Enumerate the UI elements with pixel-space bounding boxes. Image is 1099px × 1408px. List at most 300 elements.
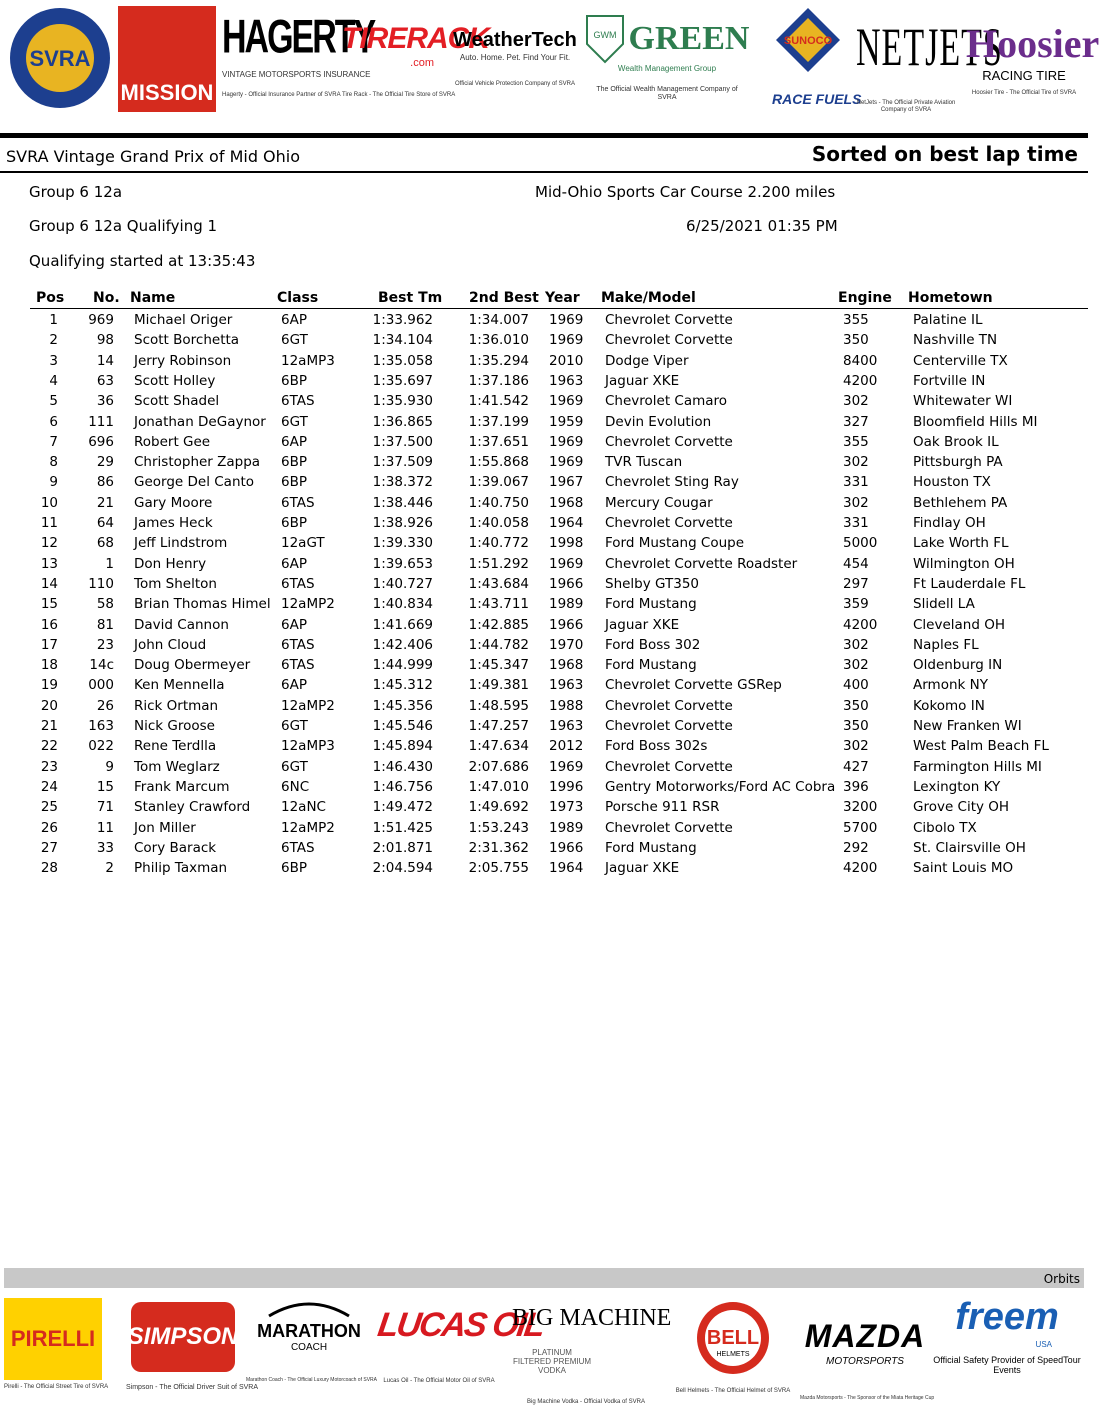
row-driver-name: Tom Shelton (134, 575, 217, 592)
row-second-best: 1:39.067 (468, 474, 529, 491)
row-hometown: Ft Lauderdale FL (913, 575, 1026, 592)
big-machine-vodka-logo: BIG MACHINE PLATINUM FILTERED PREMIUM VODKA Big Machine Vodka - Official Vodka of SVRA (512, 1305, 672, 1405)
row-pos: 19 (40, 677, 58, 694)
row-best-time: 1:45.894 (372, 738, 433, 755)
svg-text:GWM: GWM (593, 30, 617, 40)
row-pos: 9 (49, 474, 58, 491)
row-class: 6AP (281, 616, 307, 633)
col-pos-header: Pos (36, 290, 65, 306)
row-engine: 331 (843, 515, 869, 531)
event-title: SVRA Vintage Grand Prix of Mid Ohio (6, 147, 301, 166)
row-pos: 26 (40, 819, 58, 836)
table-row (0, 698, 1088, 718)
row-pos: 18 (40, 657, 58, 674)
row-driver-name: Don Henry (134, 555, 207, 572)
weathertech-logo: WeatherTech Auto. Home. Pet. Find Your Fit. Official Vehicle Protection Company of SVRA (453, 29, 577, 87)
row-pos: 22 (40, 738, 58, 755)
row-car-number: 969 (88, 312, 114, 328)
row-car-number: 15 (96, 778, 114, 795)
row-class: 6BP (281, 454, 307, 471)
row-make-model: Devin Evolution (605, 413, 712, 430)
mazda-motorsports-logo: MAZDA MOTORSPORTS Mazda Motorsports - The Sponsor of the Miata Heritage Cup (800, 1318, 935, 1401)
row-best-time: 1:38.372 (372, 474, 433, 491)
row-pos: 10 (40, 494, 58, 511)
row-driver-name: Jerry Robinson (134, 352, 232, 369)
row-hometown: St. Clairsville OH (913, 839, 1026, 856)
row-best-time: 1:46.430 (372, 758, 433, 775)
row-class: 6BP (281, 474, 307, 491)
row-class: 12aNC (281, 799, 326, 816)
row-best-time: 1:39.330 (372, 535, 433, 552)
sort-label: Sorted on best lap time (811, 142, 1078, 166)
row-engine: 8400 (843, 352, 878, 369)
row-class: 6AP (281, 433, 307, 450)
table-row (0, 515, 1088, 535)
row-second-best: 1:37.199 (468, 413, 529, 430)
row-car-number: 26 (96, 697, 114, 714)
tirerack-logo: TIRERACK .com Tire Rack - The Official Tire Store of SVRA (342, 22, 489, 99)
row-hometown: Centerville TX (913, 352, 1008, 369)
row-driver-name: Robert Gee (134, 433, 211, 450)
row-best-time: 1:40.834 (372, 596, 433, 613)
hoosier-logo: Hoosier RACING TIRE Hoosier Tire - The Official Tire of SVRA (966, 21, 1099, 96)
row-second-best: 1:44.782 (468, 636, 529, 653)
row-year: 1967 (549, 474, 584, 491)
row-class: 6GT (281, 718, 308, 734)
row-make-model: Jaguar XKE (605, 616, 680, 633)
row-engine: 5000 (843, 535, 878, 552)
row-engine: 427 (843, 758, 869, 775)
row-engine: 302 (843, 636, 869, 653)
table-row (0, 414, 1088, 434)
row-best-time: 1:35.058 (372, 352, 433, 369)
row-year: 1996 (549, 778, 584, 795)
row-year: 1964 (549, 860, 584, 877)
table-row (0, 535, 1088, 555)
row-car-number: 36 (96, 393, 114, 410)
row-class: 6AP (281, 555, 307, 572)
row-driver-name: George Del Canto (134, 474, 255, 491)
row-best-time: 1:37.500 (372, 433, 433, 450)
row-driver-name: Jon Miller (134, 819, 196, 836)
row-class: 6TAS (281, 575, 315, 592)
row-make-model: Ford Mustang (605, 839, 697, 856)
row-second-best: 1:55.868 (468, 454, 529, 471)
row-driver-name: Brian Thomas Himel (134, 596, 271, 613)
row-year: 1966 (549, 575, 584, 592)
table-row (0, 738, 1088, 758)
table-row (0, 820, 1088, 840)
row-pos: 27 (40, 839, 58, 856)
table-row (0, 860, 1088, 880)
row-class: 6TAS (281, 494, 315, 511)
row-pos: 6 (49, 413, 58, 430)
row-make-model: Chevrolet Corvette (605, 819, 733, 836)
row-make-model: TVR Tuscan (605, 454, 683, 471)
row-second-best: 1:40.058 (468, 515, 529, 531)
row-second-best: 1:35.294 (468, 352, 529, 369)
row-hometown: New Franken WI (913, 718, 1022, 734)
track-label: Mid-Ohio Sports Car Course 2.200 miles (535, 183, 836, 201)
col-engine-header: Engine (838, 290, 892, 306)
row-year: 2012 (549, 738, 584, 755)
row-engine: 4200 (843, 860, 878, 877)
row-pos: 4 (49, 372, 58, 389)
row-year: 1969 (549, 312, 584, 328)
row-best-time: 1:51.425 (372, 819, 433, 836)
row-hometown: Pittsburgh PA (913, 454, 1003, 471)
row-engine: 302 (843, 494, 869, 511)
svg-text:SVRA: SVRA (29, 46, 91, 71)
row-make-model: Ford Boss 302s (605, 738, 708, 755)
green-logo: GWM GREEN Wealth Management Group The Official Wealth Management Company of SVRA (594, 6, 740, 102)
row-pos: 28 (40, 860, 58, 877)
row-car-number: 81 (96, 616, 114, 633)
row-class: 6TAS (281, 636, 315, 653)
row-pos: 7 (49, 433, 58, 450)
row-hometown: West Palm Beach FL (913, 738, 1049, 755)
row-class: 6TAS (281, 393, 315, 410)
row-second-best: 1:47.257 (468, 718, 529, 734)
row-best-time: 1:42.406 (372, 636, 433, 653)
row-driver-name: Gary Moore (134, 494, 213, 511)
row-best-time: 1:46.756 (372, 778, 433, 795)
row-driver-name: Nick Groose (134, 718, 215, 734)
row-class: 6NC (281, 778, 310, 795)
row-make-model: Chevrolet Corvette (605, 515, 733, 531)
row-make-model: Jaguar XKE (605, 860, 680, 877)
row-hometown: Wilmington OH (913, 555, 1015, 572)
row-driver-name: Philip Taxman (134, 860, 228, 877)
row-car-number: 11 (96, 819, 114, 836)
row-driver-name: Jonathan DeGaynor (134, 413, 266, 430)
row-driver-name: Frank Marcum (134, 778, 230, 795)
row-driver-name: Rene Terdlla (134, 738, 217, 755)
row-year: 1973 (549, 799, 584, 816)
table-row (0, 312, 1088, 332)
row-year: 2010 (549, 352, 584, 369)
row-class: 6BP (281, 372, 307, 389)
simpson-logo: SIMPSON Simpson - The Official Driver Suit of SVRA (126, 1298, 240, 1391)
row-second-best: 1:47.010 (468, 778, 529, 795)
col-best-header: Best Tm (378, 290, 443, 306)
row-pos: 5 (49, 393, 58, 410)
row-year: 1969 (549, 433, 584, 450)
row-car-number: 63 (96, 372, 114, 389)
row-pos: 1 (49, 312, 58, 328)
row-pos: 14 (40, 575, 58, 592)
table-row (0, 617, 1088, 637)
svg-text:SUNOCO: SUNOCO (783, 35, 833, 47)
row-class: 6BP (281, 515, 307, 531)
session-datetime: 6/25/2021 01:35 PM (686, 217, 838, 235)
row-car-number: 111 (88, 413, 114, 430)
row-year: 1966 (549, 616, 584, 633)
row-pos: 25 (40, 799, 58, 816)
row-car-number: 022 (88, 738, 114, 755)
row-car-number: 2 (105, 860, 114, 877)
group-label: Group 6 12a (29, 183, 123, 201)
row-second-best: 1:40.750 (468, 494, 529, 511)
row-hometown: Slidell LA (913, 596, 975, 613)
freem-logo: freem USA Official Safety Provider of SpeedTour Events (933, 1296, 1081, 1375)
row-year: 1963 (549, 677, 584, 694)
row-engine: 327 (843, 413, 869, 430)
row-car-number: 110 (88, 575, 114, 592)
row-hometown: Cibolo TX (913, 819, 977, 836)
row-engine: 302 (843, 454, 869, 471)
row-hometown: Palatine IL (913, 312, 983, 328)
row-best-time: 1:38.926 (372, 515, 433, 531)
row-hometown: Lake Worth FL (913, 535, 1009, 552)
row-make-model: Gentry Motorworks/Ford AC Cobra (605, 778, 836, 795)
marathon-coach-logo: MARATHON COACH Marathon Coach - The Official Luxury Motorcoach of SVRA (246, 1298, 372, 1383)
row-pos: 16 (40, 616, 58, 633)
row-class: 6AP (281, 677, 307, 694)
svg-text:BELL: BELL (706, 1327, 760, 1349)
row-engine: 297 (843, 575, 869, 592)
row-second-best: 1:36.010 (468, 332, 529, 349)
row-year: 1988 (549, 697, 584, 714)
table-row (0, 596, 1088, 616)
row-year: 1998 (549, 535, 584, 552)
row-driver-name: Rick Ortman (134, 697, 219, 714)
row-year: 1970 (549, 636, 584, 653)
row-hometown: Whitewater WI (913, 393, 1013, 410)
footer-bar (4, 1268, 1084, 1288)
table-row (0, 474, 1088, 494)
row-pos: 11 (40, 515, 58, 531)
col-no-header: No. (93, 290, 120, 306)
row-best-time: 1:44.999 (372, 657, 433, 674)
table-row (0, 495, 1088, 515)
lucas-oil-logo: LUCAS OIL Lucas Oil - The Official Motor Oil of SVRA (375, 1306, 546, 1384)
row-class: 6GT (281, 332, 308, 349)
row-make-model: Chevrolet Sting Ray (605, 474, 739, 491)
row-second-best: 1:41.542 (468, 393, 529, 410)
row-engine: 302 (843, 657, 869, 674)
row-second-best: 1:34.007 (468, 312, 529, 328)
row-driver-name: Scott Shadel (134, 393, 220, 410)
row-second-best: 1:37.186 (468, 372, 529, 389)
row-best-time: 1:40.727 (372, 575, 433, 592)
top-rule-thick (0, 133, 1088, 138)
row-year: 1969 (549, 454, 584, 471)
row-pos: 15 (40, 596, 58, 613)
row-car-number: 23 (96, 636, 114, 653)
row-car-number: 86 (96, 474, 114, 491)
row-make-model: Ford Mustang (605, 657, 697, 674)
row-engine: 355 (843, 312, 869, 328)
row-best-time: 1:41.669 (372, 616, 433, 633)
bell-helmets-logo: BELL HELMETS Bell Helmets - The Official Helmet of SVRA (674, 1298, 792, 1394)
row-best-time: 1:36.865 (372, 413, 433, 430)
row-best-time: 1:39.653 (372, 555, 433, 572)
row-pos: 13 (40, 555, 58, 572)
row-hometown: Saint Louis MO (913, 860, 1014, 877)
row-hometown: Findlay OH (913, 515, 986, 531)
row-class: 6TAS (281, 839, 315, 856)
table-row (0, 779, 1088, 799)
row-hometown: Naples FL (913, 636, 979, 653)
sunoco-logo: SUNOCO RACE FUELS (772, 6, 844, 106)
results-header (0, 290, 1088, 310)
row-hometown: Nashville TN (913, 332, 998, 349)
table-row (0, 840, 1088, 860)
pirelli-logo: PIRELLI Pirelli - The Official Street Tire of SVRA (4, 1298, 104, 1390)
row-driver-name: Tom Weglarz (134, 758, 220, 775)
row-best-time: 1:49.472 (372, 799, 433, 816)
row-year: 1969 (549, 332, 584, 349)
header-rule (0, 171, 1088, 173)
table-row (0, 799, 1088, 819)
row-year: 1969 (549, 393, 584, 410)
table-row (0, 454, 1088, 474)
row-year: 1989 (549, 596, 584, 613)
table-row (0, 677, 1088, 697)
row-class: 12aGT (281, 535, 325, 552)
row-best-time: 1:33.962 (372, 312, 433, 328)
row-hometown: Armonk NY (913, 677, 988, 694)
row-car-number: 64 (96, 515, 114, 531)
row-year: 1969 (549, 555, 584, 572)
row-hometown: Cleveland OH (913, 616, 1005, 633)
row-best-time: 1:45.356 (372, 697, 433, 714)
table-row (0, 556, 1088, 576)
row-year: 1989 (549, 819, 584, 836)
row-make-model: Chevrolet Corvette (605, 312, 733, 328)
row-car-number: 000 (88, 677, 114, 694)
row-year: 1963 (549, 718, 584, 734)
footer-brand: Orbits (1043, 1272, 1080, 1286)
row-second-best: 2:31.362 (468, 839, 529, 856)
col-year-header: Year (545, 290, 580, 306)
row-engine: 302 (843, 738, 869, 755)
row-best-time: 1:37.509 (372, 454, 433, 471)
row-car-number: 1 (105, 555, 114, 572)
row-second-best: 1:43.711 (468, 596, 529, 613)
table-row (0, 353, 1088, 373)
row-make-model: Shelby GT350 (605, 575, 700, 592)
row-hometown: Bloomfield Hills MI (913, 413, 1038, 430)
row-hometown: Fortville IN (913, 372, 986, 389)
column-header-rule (30, 308, 1088, 309)
row-class: 12aMP2 (281, 819, 335, 836)
row-make-model: Chevrolet Corvette (605, 718, 733, 734)
row-pos: 21 (40, 718, 58, 734)
row-car-number: 98 (96, 332, 114, 349)
row-engine: 400 (843, 677, 869, 694)
row-driver-name: Jeff Lindstrom (134, 535, 228, 552)
table-row (0, 576, 1088, 596)
row-make-model: Ford Mustang Coupe (605, 535, 745, 552)
row-hometown: Grove City OH (913, 799, 1010, 816)
row-driver-name: David Cannon (134, 616, 229, 633)
row-car-number: 58 (96, 596, 114, 613)
row-make-model: Chevrolet Corvette (605, 433, 733, 450)
row-driver-name: Scott Borchetta (134, 332, 240, 349)
row-make-model: Ford Mustang (605, 596, 697, 613)
row-best-time: 1:45.546 (372, 718, 433, 734)
row-second-best: 1:40.772 (468, 535, 529, 552)
row-car-number: 68 (96, 535, 114, 552)
mission-logo: MISSION (118, 6, 216, 112)
row-car-number: 696 (88, 433, 114, 450)
row-hometown: Oldenburg IN (913, 657, 1003, 674)
start-time-label: Qualifying started at 13:35:43 (29, 252, 256, 270)
row-year: 1964 (549, 515, 584, 531)
row-year: 1968 (549, 494, 584, 511)
col-home-header: Hometown (908, 290, 993, 306)
col-class-header: Class (277, 290, 319, 306)
row-make-model: Chevrolet Corvette (605, 697, 733, 714)
session-label: Group 6 12a Qualifying 1 (29, 217, 218, 235)
row-engine: 359 (843, 596, 869, 613)
row-make-model: Chevrolet Corvette (605, 758, 733, 775)
row-hometown: Lexington KY (913, 778, 1001, 795)
row-class: 12aMP2 (281, 596, 335, 613)
table-row (0, 434, 1088, 454)
row-engine: 5700 (843, 819, 878, 836)
row-make-model: Chevrolet Corvette (605, 332, 733, 349)
row-driver-name: Stanley Crawford (134, 799, 251, 816)
row-hometown: Farmington Hills MI (913, 758, 1042, 775)
row-year: 1966 (549, 839, 584, 856)
row-year: 1969 (549, 758, 584, 775)
row-second-best: 1:43.684 (468, 575, 529, 592)
row-engine: 396 (843, 778, 869, 795)
table-row (0, 759, 1088, 779)
row-pos: 20 (40, 697, 58, 714)
row-hometown: Houston TX (913, 474, 991, 491)
row-year: 1968 (549, 657, 584, 674)
row-driver-name: Christopher Zappa (134, 454, 261, 471)
table-row (0, 373, 1088, 393)
row-class: 6GT (281, 413, 308, 430)
col-second-header: 2nd Best (469, 290, 539, 306)
row-driver-name: Scott Holley (134, 372, 216, 389)
row-driver-name: John Cloud (134, 636, 207, 653)
row-car-number: 14 (96, 352, 114, 369)
row-pos: 17 (40, 636, 58, 653)
row-make-model: Chevrolet Camaro (605, 393, 728, 410)
row-car-number: 29 (96, 454, 114, 471)
row-engine: 3200 (843, 799, 878, 816)
col-make-header: Make/Model (601, 290, 696, 306)
row-driver-name: Ken Mennella (134, 677, 225, 694)
svg-text:HELMETS: HELMETS (716, 1351, 750, 1358)
row-best-time: 1:35.697 (372, 372, 433, 389)
row-pos: 8 (49, 454, 58, 471)
row-pos: 24 (40, 778, 58, 795)
row-engine: 355 (843, 433, 869, 450)
row-second-best: 1:48.595 (468, 697, 529, 714)
row-make-model: Chevrolet Corvette Roadster (605, 555, 798, 572)
row-second-best: 2:05.755 (468, 860, 529, 877)
col-name-header: Name (130, 290, 176, 306)
row-best-time: 2:04.594 (372, 860, 433, 877)
row-hometown: Bethlehem PA (913, 494, 1008, 511)
row-engine: 4200 (843, 616, 878, 633)
row-class: 12aMP3 (281, 352, 335, 369)
row-make-model: Ford Boss 302 (605, 636, 701, 653)
row-car-number: 33 (96, 839, 114, 856)
table-row (0, 637, 1088, 657)
hagerty-logo: HAGERTY VINTAGE MOTORSPORTS INSURANCE Hagerty - Official Insurance Partner of SVRA (222, 10, 375, 98)
row-pos: 3 (49, 352, 58, 369)
row-engine: 350 (843, 697, 869, 714)
table-row (0, 718, 1088, 738)
